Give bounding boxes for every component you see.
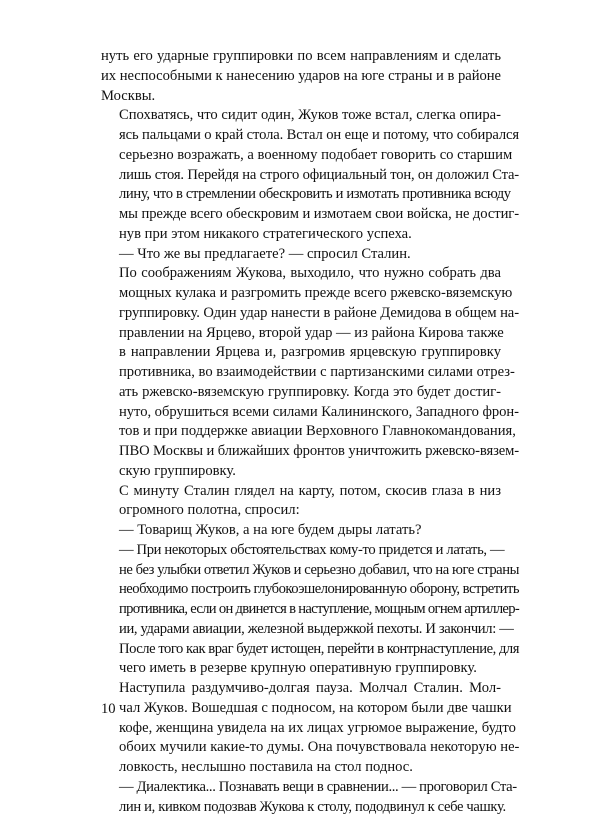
text-line: группировку. Один удар нанести в районе Демидова в общем на- <box>101 304 501 324</box>
text-line: ясь пальцами о край стола. Встал он еще и потому, что собирался <box>101 126 501 146</box>
text-line: их неспособными к нанесению ударов на юге страны и в районе <box>101 67 501 87</box>
text-line: правлении на Ярцево, второй удар — из района Кирова также <box>101 324 501 344</box>
paragraph <box>101 106 501 244</box>
text-line: — Диалектика... Познавать вещи в сравнении... — проговорил Ста- <box>101 778 501 798</box>
text-line: скую группировку. <box>101 462 501 482</box>
text-line: серьезно возражать, а военному подобает говорить со старшим <box>101 146 501 166</box>
text-line: тов и при поддержке авиации Верховного Главнокомандования, <box>101 422 501 442</box>
text-line: Москвы. <box>101 87 501 107</box>
text-line: — Что же вы предлагаете? — спросил Сталин. <box>101 245 501 265</box>
text-line: ии, ударами авиации, железной выдержкой пехоты. И закончил: — <box>101 620 501 640</box>
text-line: обоих мучили какие-то думы. Она почувствовала некоторую не- <box>101 738 501 758</box>
text-line: противника, если он двинется в наступление, мощным огнем артиллер- <box>101 600 501 620</box>
text-line: — При некоторых обстоятельствах кому-то придется и латать, — <box>101 541 501 561</box>
text-line: в направлении Ярцева и, разгромив ярцевскую группировку <box>101 343 501 363</box>
text-line: лишь стоя. Перейдя на строго официальный тон, он доложил Ста- <box>101 166 501 186</box>
paragraph <box>101 541 501 679</box>
text-line: лину, что в стремлении обескровить и измотать противника всюду <box>101 185 501 205</box>
text-line: С минуту Сталин глядел на карту, потом, скосив глаза в низ <box>101 482 501 502</box>
text-line: ать ржевско-вяземскую группировку. Когда это будет достиг- <box>101 383 501 403</box>
paragraph <box>101 482 501 522</box>
text-line: ловкость, неслышно поставила на стол поднос. <box>101 758 501 778</box>
text-line: — Товарищ Жуков, а на юге будем дыры латать? <box>101 521 501 541</box>
text-line: нуть его ударные группировки по всем направлениям и сделать <box>101 47 501 67</box>
paragraph <box>101 521 501 541</box>
paragraph <box>101 778 501 817</box>
text-line: необходимо построить глубокоэшелонированную оборону, встретить <box>101 580 501 600</box>
text-line: противника, во взаимодействии с партизанскими силами отрез- <box>101 363 501 383</box>
paragraph <box>101 245 501 265</box>
text-line: По соображениям Жукова, выходило, что нужно собрать два <box>101 264 501 284</box>
paragraph <box>101 679 501 778</box>
book-page-text <box>101 47 501 817</box>
text-line: мощных кулака и разгромить прежде всего ржевско-вяземскую <box>101 284 501 304</box>
paragraph <box>101 264 501 481</box>
text-line: чего иметь в резерве крупную оперативную группировку. <box>101 659 501 679</box>
text-line: Наступила раздумчиво-долгая пауза. Молчал Сталин. Мол- <box>101 679 501 699</box>
text-line: ПВО Москвы и ближайших фронтов уничтожить ржевско-вязем- <box>101 442 501 462</box>
text-line: чал Жуков. Вошедшая с подносом, на котором были две чашки <box>101 699 501 719</box>
text-line: Спохватясь, что сидит один, Жуков тоже встал, слегка опира- <box>101 106 501 126</box>
page-number: 10 <box>101 701 116 718</box>
text-line: не без улыбки ответил Жуков и серьезно добавил, что на юге страны <box>101 561 501 581</box>
text-line: нув при этом никакого стратегического успеха. <box>101 225 501 245</box>
text-line: лин и, кивком подозвав Жукова к столу, пододвинул к себе чашку. <box>101 798 501 817</box>
text-line: мы прежде всего обескровим и измотаем свои войска, не достиг- <box>101 205 501 225</box>
text-line: После того как враг будет истощен, перейти в контрнаступление, для <box>101 640 501 660</box>
text-line: кофе, женщина увидела на их лицах угрюмое выражение, будто <box>101 719 501 739</box>
paragraph <box>101 47 501 106</box>
text-line: огромного полотна, спросил: <box>101 501 501 521</box>
text-line: нуто, обрушиться всеми силами Калининского, Западного фрон- <box>101 403 501 423</box>
